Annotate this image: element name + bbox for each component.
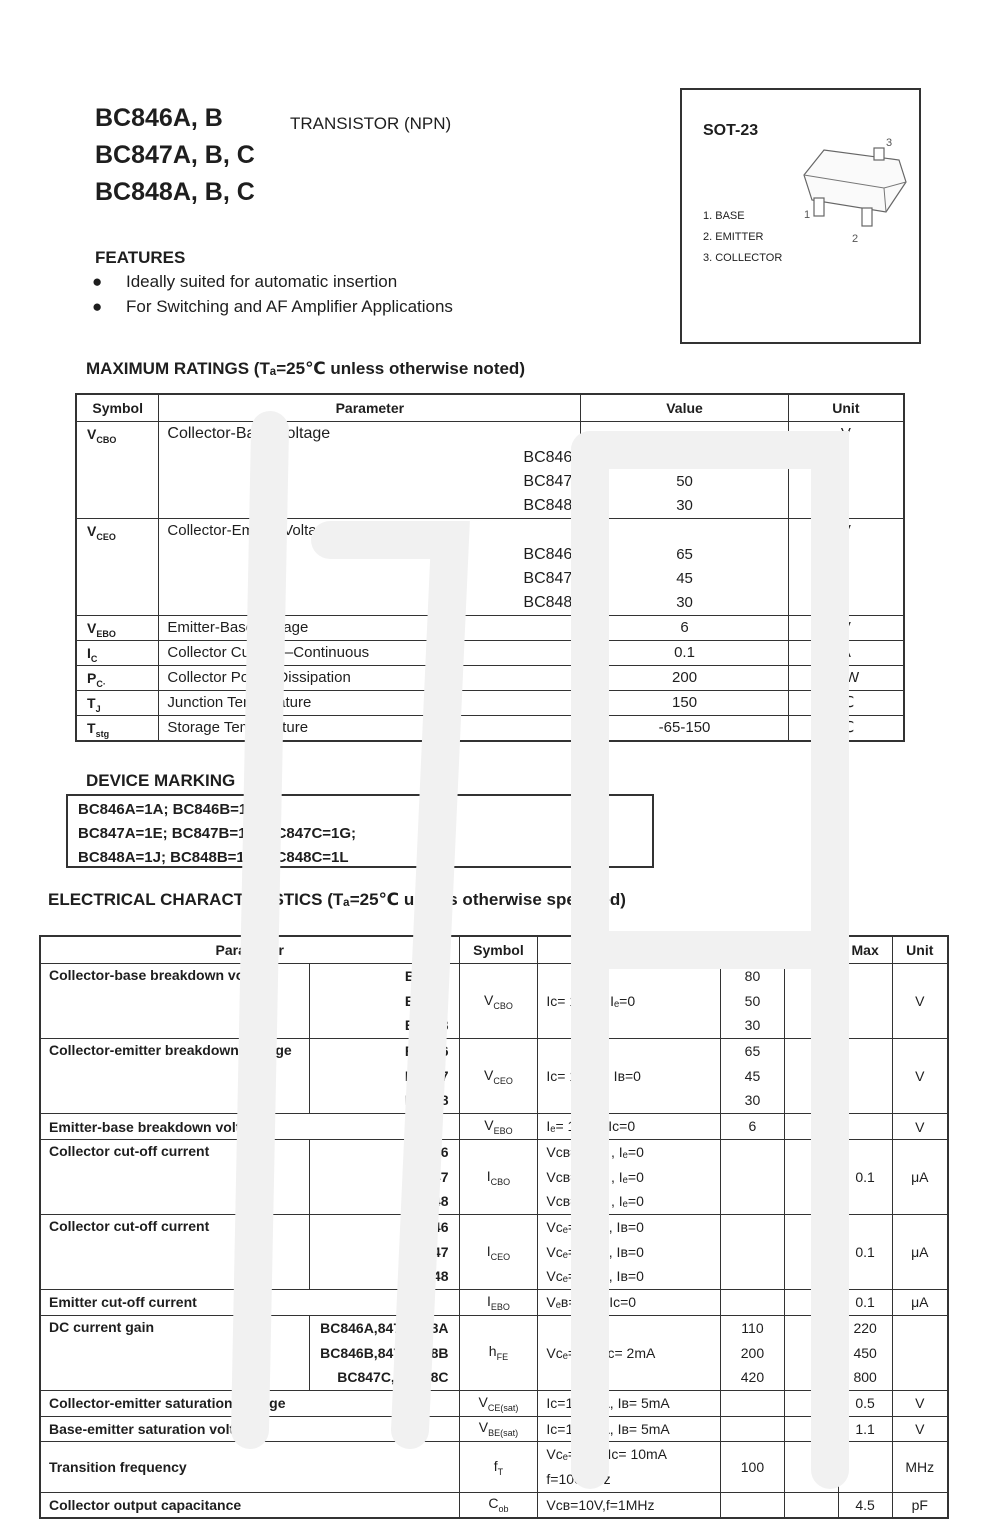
bullet-icon: ● [92,272,103,291]
test-conditions: Vсₑ= 5V, Iс= 2mA [538,1315,721,1390]
typ-value [784,1315,838,1390]
header-typ: Typ [784,936,838,964]
min-value [721,1390,785,1416]
device-marking-box [66,794,654,868]
header-parameter: Parameter [40,936,459,964]
feature-item: ● For Switching and AF Amplifier Applications [92,297,453,316]
param-name: Collector-Emitter Voltage [167,522,334,539]
min-value [721,1492,785,1518]
test-conditions: Iс= 10μA, Iₑ=0 [538,964,721,1039]
max-value: 0.1 [838,1290,892,1316]
typ-value [784,1492,838,1518]
typ-value [784,1114,838,1140]
min-value: 80 50 30 [721,964,785,1039]
max-ratings-table [75,393,905,742]
min-value [721,1214,785,1289]
part-number-bc848: BC848A, B, C [95,178,255,206]
symbol: $I_{EBO}$ [459,1290,538,1316]
part-number-bc847: BC847A, B, C [95,141,255,169]
typ-value [784,1442,838,1492]
typ-value [784,1039,838,1114]
param-name: Base-emitter saturation voltage [40,1416,459,1442]
param-name: Emitter cut-off current [40,1290,459,1316]
features-heading: FEATURES [95,248,186,267]
header-max: Max [838,936,892,964]
table-row [40,1214,948,1289]
param-name: Collector-base breakdown voltage [40,964,309,1039]
package-title: SOT-23 [703,122,759,139]
table-row: $V_{CEO}$ Collector-Emitter Voltage BC846 BC847 BC848 65 45 30 V [76,519,904,616]
table-row: $P_{C\cdot}$ Collector Power Dissipation 200 mW [76,666,904,691]
table-row: $V_{CBO}$ Collector-Base Voltage BC846 BC847 BC848 80 50 30 V [76,422,904,519]
symbol: $V_{CBO}$ [459,964,538,1039]
test-conditions: Vсв=70 V , Iₑ=0 Vсв=50 V , Iₑ=0 Vсв=30 V , Iₑ=0 [538,1139,721,1214]
test-conditions: Iₑ= 10μA, Iс=0 [538,1114,721,1140]
pin-number-3: 3 [886,137,893,149]
pin-label-collector: 3. COLLECTOR [703,252,783,264]
table-row [40,1492,948,1518]
table-row [40,1416,948,1442]
param-name: Collector cut-off current [40,1139,309,1214]
symbol: $I_{CEO}$ [459,1214,538,1289]
variant-list: BC846 BC847 BC848 [309,1214,459,1289]
pin-number-2: 2 [852,233,859,245]
test-conditions: Vсₑ=60 V , Iв=0 Vсₑ=45 V , Iв=0 Vсₑ=30 V , Iв=0 [538,1214,721,1289]
test-conditions: Vₑв=5 V , Iс=0 [538,1290,721,1316]
max-value [838,1114,892,1140]
unit: V [892,964,948,1039]
table-row [40,1315,948,1390]
table-row: $T_J$ Junction Temperature 150 ℃ [76,691,904,716]
symbol: $V_{CEO}$ [459,1039,538,1114]
typ-value [784,1416,838,1442]
symbol: $V_{CE(sat)}$ [459,1390,538,1416]
variant-list: BC846 BC847 BC848 [309,964,459,1039]
min-value: 110 200 420 [721,1315,785,1390]
table-row [40,1139,948,1214]
electrical-heading: ELECTRICAL CHARACTERISTICS (Tₐ=25℃ unless otherwise specified) [48,890,626,909]
unit: pF [892,1492,948,1518]
unit: μA [892,1290,948,1316]
table-row [40,1114,948,1140]
typ-value [784,1139,838,1214]
typ-value [784,1214,838,1289]
table-row [40,964,948,1039]
symbol: $V_{EBO}$ [459,1114,538,1140]
max-value: 0.5 [838,1390,892,1416]
param-name: Collector output capacitance [40,1492,459,1518]
min-value [721,1290,785,1316]
param-name: Collector cut-off current [40,1214,309,1289]
header-unit: Unit [892,936,948,964]
max-value [838,964,892,1039]
max-value [838,1442,892,1492]
feature-item: ● Ideally suited for automatic insertion [92,272,398,291]
param-name: Collector-emitter breakdown voltage [40,1039,309,1114]
test-conditions: Vсₑ= 5 V, Iс= 10mA f=100MHz [538,1442,721,1492]
param-name: Transition frequency [40,1442,459,1492]
table-row: $V_{EBO}$ Emitter-Base Voltage 6 V [76,616,904,641]
typ-value [784,1290,838,1316]
param-name: Collector-Base Voltage [167,425,331,442]
symbol: $V_{BE(sat)}$ [459,1416,538,1442]
unit: V [892,1039,948,1114]
table-row [40,1442,948,1492]
package-box [680,88,921,344]
table-row: $T_{stg}$ Storage Temperature -65-150 ℃ [76,716,904,742]
device-marking-heading: DEVICE MARKING [86,771,236,790]
test-conditions: Iс=100mA, Iв= 5mA [538,1390,721,1416]
header-min: Min [721,936,785,964]
table-row: $I_C$ Collector Current –Continuous 0.1 A [76,641,904,666]
header-parameter: Parameter [159,394,581,422]
max-value: 0.1 [838,1214,892,1289]
test-conditions: Iс= 10mA, Iв=0 [538,1039,721,1114]
max-value: 1.1 [838,1416,892,1442]
test-conditions: Iс=100mA, Iв= 5mA [538,1416,721,1442]
table-row [40,1039,948,1114]
unit: V [892,1416,948,1442]
param-name: Emitter-base breakdown voltage [40,1114,459,1140]
bullet-icon: ● [92,297,103,316]
symbol: $I_{CBO}$ [459,1139,538,1214]
symbol: $f_T$ [459,1442,538,1492]
max-value: 0.1 [838,1139,892,1214]
header-value: Value [581,394,788,422]
part-number-bc846: BC846A, B [95,104,223,132]
variant-list: BC846 BC847 BC848 [309,1039,459,1114]
marking-line: BC846A=1A; BC846B=1B; [78,801,264,818]
min-value [721,1139,785,1214]
table-header-row [40,936,948,964]
min-value: 65 45 30 [721,1039,785,1114]
unit: μA [892,1139,948,1214]
symbol: $C_{ob}$ [459,1492,538,1518]
min-value [721,1416,785,1442]
table-row [40,1390,948,1416]
pin-label-base: 1. BASE [703,210,745,222]
max-value [838,1039,892,1114]
param-name: DC current gain [40,1315,309,1390]
variant-list: BC846 BC847 BC848 [309,1139,459,1214]
sot23-package-icon [794,130,914,250]
typ-value [784,964,838,1039]
max-value: 220 450 800 [838,1315,892,1390]
header-unit: Unit [788,394,904,422]
pin-label-emitter: 2. EMITTER [703,231,764,243]
max-value: 4.5 [838,1492,892,1518]
electrical-table [39,935,949,1519]
unit: V [892,1390,948,1416]
unit: MHz [892,1442,948,1492]
marking-line: BC848A=1J; BC848B=1K: BC848C=1L [78,849,349,866]
header-symbol: Symbol [459,936,538,964]
table-header-row [76,394,904,422]
header-test-conditions: Test conditions [538,936,721,964]
unit: V [892,1114,948,1140]
pin-number-1: 1 [804,209,811,221]
variant-list: BC846A,847A,848A BC846B,847B,848B BC847C,BC848C [309,1315,459,1390]
min-value: 100 [721,1442,785,1492]
symbol: $h_{FE}$ [459,1315,538,1390]
min-value: 6 [721,1114,785,1140]
unit: μA [892,1214,948,1289]
table-row [40,1290,948,1316]
marking-line: BC847A=1E; BC847B=1F; BC847C=1G; [78,825,357,842]
max-ratings-heading: MAXIMUM RATINGS (Tₐ=25℃ unless otherwise noted) [86,359,525,378]
device-type: TRANSISTOR (NPN) [290,114,452,133]
header-symbol: Symbol [76,394,159,422]
typ-value [784,1390,838,1416]
param-name: Collector-emitter saturation voltage [40,1390,459,1416]
test-conditions: Vсв=10V,f=1MHz [538,1492,721,1518]
unit [892,1315,948,1390]
